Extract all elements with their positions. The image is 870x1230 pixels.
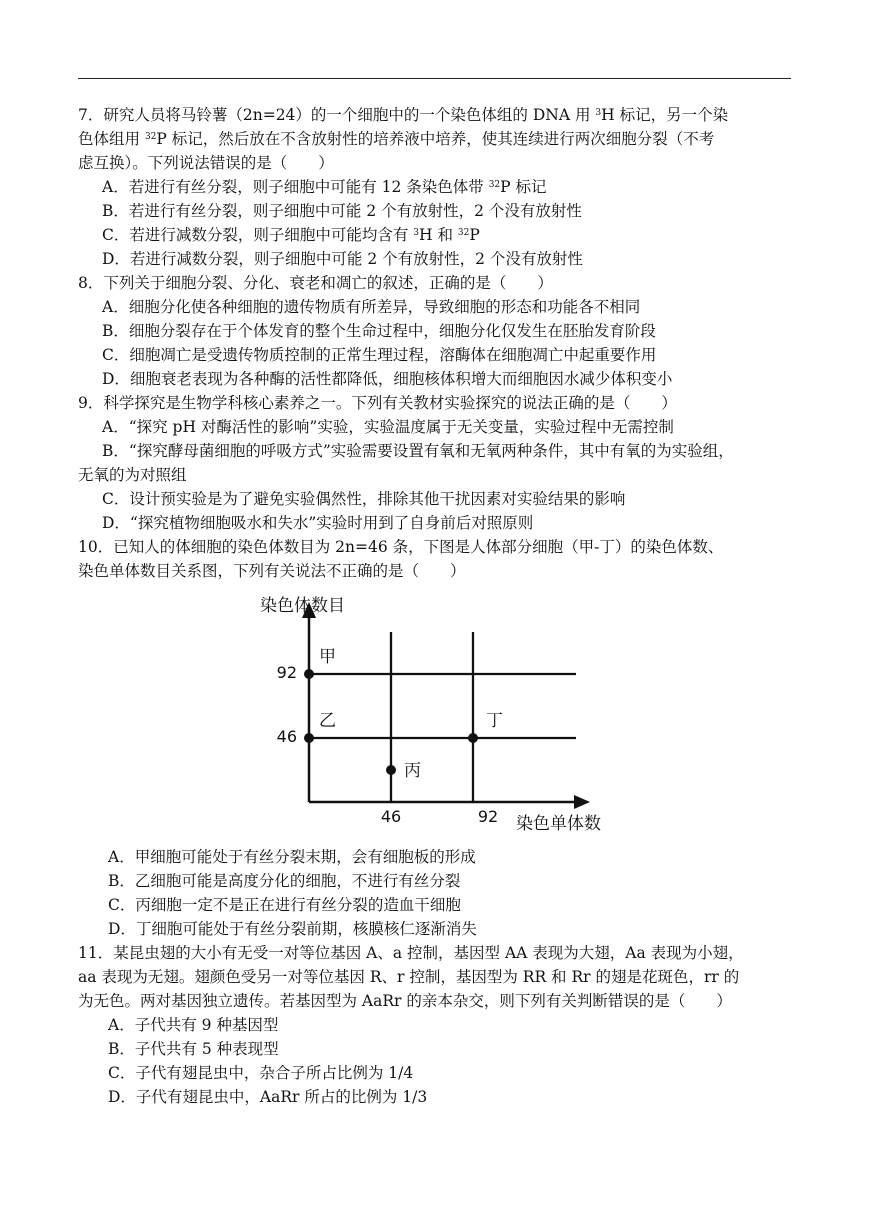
- axes: [302, 602, 590, 809]
- y-tick-46: 46: [276, 727, 297, 746]
- grid-lines: [309, 632, 576, 802]
- q9-option-c[interactable]: C．设计预实验是为了避免实验偶然性，排除其他干扰因素对实验结果的影响: [102, 490, 626, 508]
- q7-stem-line3: 虑互换）。下列说法错误的是（ ）: [78, 154, 334, 172]
- y-tick-92: 92: [276, 663, 297, 682]
- point-label-0: 甲: [319, 647, 336, 667]
- q7-stem-line1: 7．研究人员将马铃薯（2n=24）的一个细胞中的一个染色体组的 DNA 用 $^3$H 标记，另一个染: [78, 106, 729, 124]
- point-label-2: 丙: [404, 761, 421, 781]
- x-tick-46: 46: [380, 807, 402, 826]
- q9-option-a[interactable]: A．“探究 pH 对酶活性的影响”实验，实验温度属于无关变量，实验过程中无需控制: [102, 418, 674, 436]
- q8-stem: 8．下列关于细胞分裂、分化、衰老和凋亡的叙述，正确的是（ ）: [78, 274, 553, 292]
- q8-option-d[interactable]: D．细胞衰老表现为各种酶的活性都降低，细胞核体积增大而细胞因水减少体积变小: [102, 370, 673, 388]
- q10-option-b[interactable]: B．乙细胞可能是高度分化的细胞，不进行有丝分裂: [108, 872, 461, 890]
- q11-option-d[interactable]: D．子代有翅昆虫中，AaRr 所占的比例为 1/3: [108, 1088, 428, 1106]
- point-label-1: 乙: [319, 711, 336, 731]
- q7-stem-line2: 色体组用 $^{32}$P 标记，然后放在不含放射性的培养液中培养，使其连续进行两次细胞分裂（不考: [78, 130, 715, 148]
- chromosome-chart: [240, 586, 640, 846]
- q10-stem-line1: 10．已知人的体细胞的染色体数目为 2n=46 条，下图是人体部分细胞（甲-丁）的染色体数、: [78, 538, 724, 556]
- q9-option-b-line2: 无氧的为对照组: [78, 466, 187, 484]
- q7-option-c[interactable]: C．若进行减数分裂，则子细胞中可能均含有 $^3$H 和 $^{32}$P: [102, 226, 480, 244]
- q11-option-b[interactable]: B．子代共有 5 种表现型: [108, 1040, 279, 1058]
- q10-option-c[interactable]: C．丙细胞一定不是正在进行有丝分裂的造血干细胞: [108, 896, 461, 914]
- point-2: [386, 765, 396, 775]
- q9-stem: 9．科学探究是生物学科核心素养之一。下列有关教材实验探究的说法正确的是（ ）: [78, 394, 677, 412]
- q11-option-a[interactable]: A．子代共有 9 种基因型: [108, 1016, 279, 1034]
- q7-option-a[interactable]: A．若进行有丝分裂，则子细胞中可能有 12 条染色体带 $^{32}$P 标记: [102, 178, 547, 196]
- point-3: [468, 733, 478, 743]
- x-axis-label: 染色单体数: [516, 814, 601, 834]
- header-rule: [78, 78, 791, 79]
- x-tick-92: 92: [477, 807, 499, 826]
- q10-option-d[interactable]: D．丁细胞可能处于有丝分裂前期，核膜核仁逐渐消失: [108, 920, 477, 938]
- point-label-3: 丁: [486, 711, 503, 731]
- y-axis-label: 染色体数目: [260, 596, 345, 616]
- q11-stem-line2: aa 表现为无翅。翅颜色受另一对等位基因 R、r 控制，基因型为 RR 和 Rr 的翅是花斑色，rr 的: [78, 968, 740, 986]
- q8-option-b[interactable]: B．细胞分裂存在于个体发育的整个生命过程中，细胞分化仅发生在胚胎发育阶段: [102, 322, 656, 340]
- q8-option-a[interactable]: A．细胞分化使各种细胞的遗传物质有所差异，导致细胞的形态和功能各不相同: [102, 298, 641, 316]
- q8-option-c[interactable]: C．细胞凋亡是受遗传物质控制的正常生理过程，溶酶体在细胞凋亡中起重要作用: [102, 346, 657, 364]
- q11-stem-line1: 11．某昆虫翅的大小有无受一对等位基因 A、a 控制，基因型 AA 表现为大翅，Aa 表现为小翅，: [78, 944, 744, 962]
- q7-option-d[interactable]: D．若进行减数分裂，则子细胞中可能 2 个有放射性，2 个没有放射性: [102, 250, 583, 268]
- q9-option-d[interactable]: D．“探究植物细胞吸水和失水”实验时用到了自身前后对照原则: [102, 514, 534, 532]
- point-1: [304, 733, 314, 743]
- q11-stem-line3: 为无色。两对基因独立遗传。若基因型为 AaRr 的亲本杂交，则下列有关判断错误的是（ ）: [78, 992, 732, 1010]
- q11-option-c[interactable]: C．子代有翅昆虫中，杂合子所占比例为 1/4: [108, 1064, 414, 1082]
- q10-stem-line2: 染色单体数目关系图，下列有关说法不正确的是（ ）: [78, 562, 466, 580]
- q9-option-b-line1[interactable]: B．“探究酵母菌细胞的呼吸方式”实验需要设置有氧和无氧两种条件，其中有氧的为实验组，: [102, 442, 734, 460]
- q7-option-b[interactable]: B．若进行有丝分裂，则子细胞中可能 2 个有放射性，2 个没有放射性: [102, 202, 582, 220]
- q10-option-a[interactable]: A．甲细胞可能处于有丝分裂末期，会有细胞板的形成: [108, 848, 476, 866]
- x-axis-arrow: [574, 795, 590, 809]
- point-0: [304, 669, 314, 679]
